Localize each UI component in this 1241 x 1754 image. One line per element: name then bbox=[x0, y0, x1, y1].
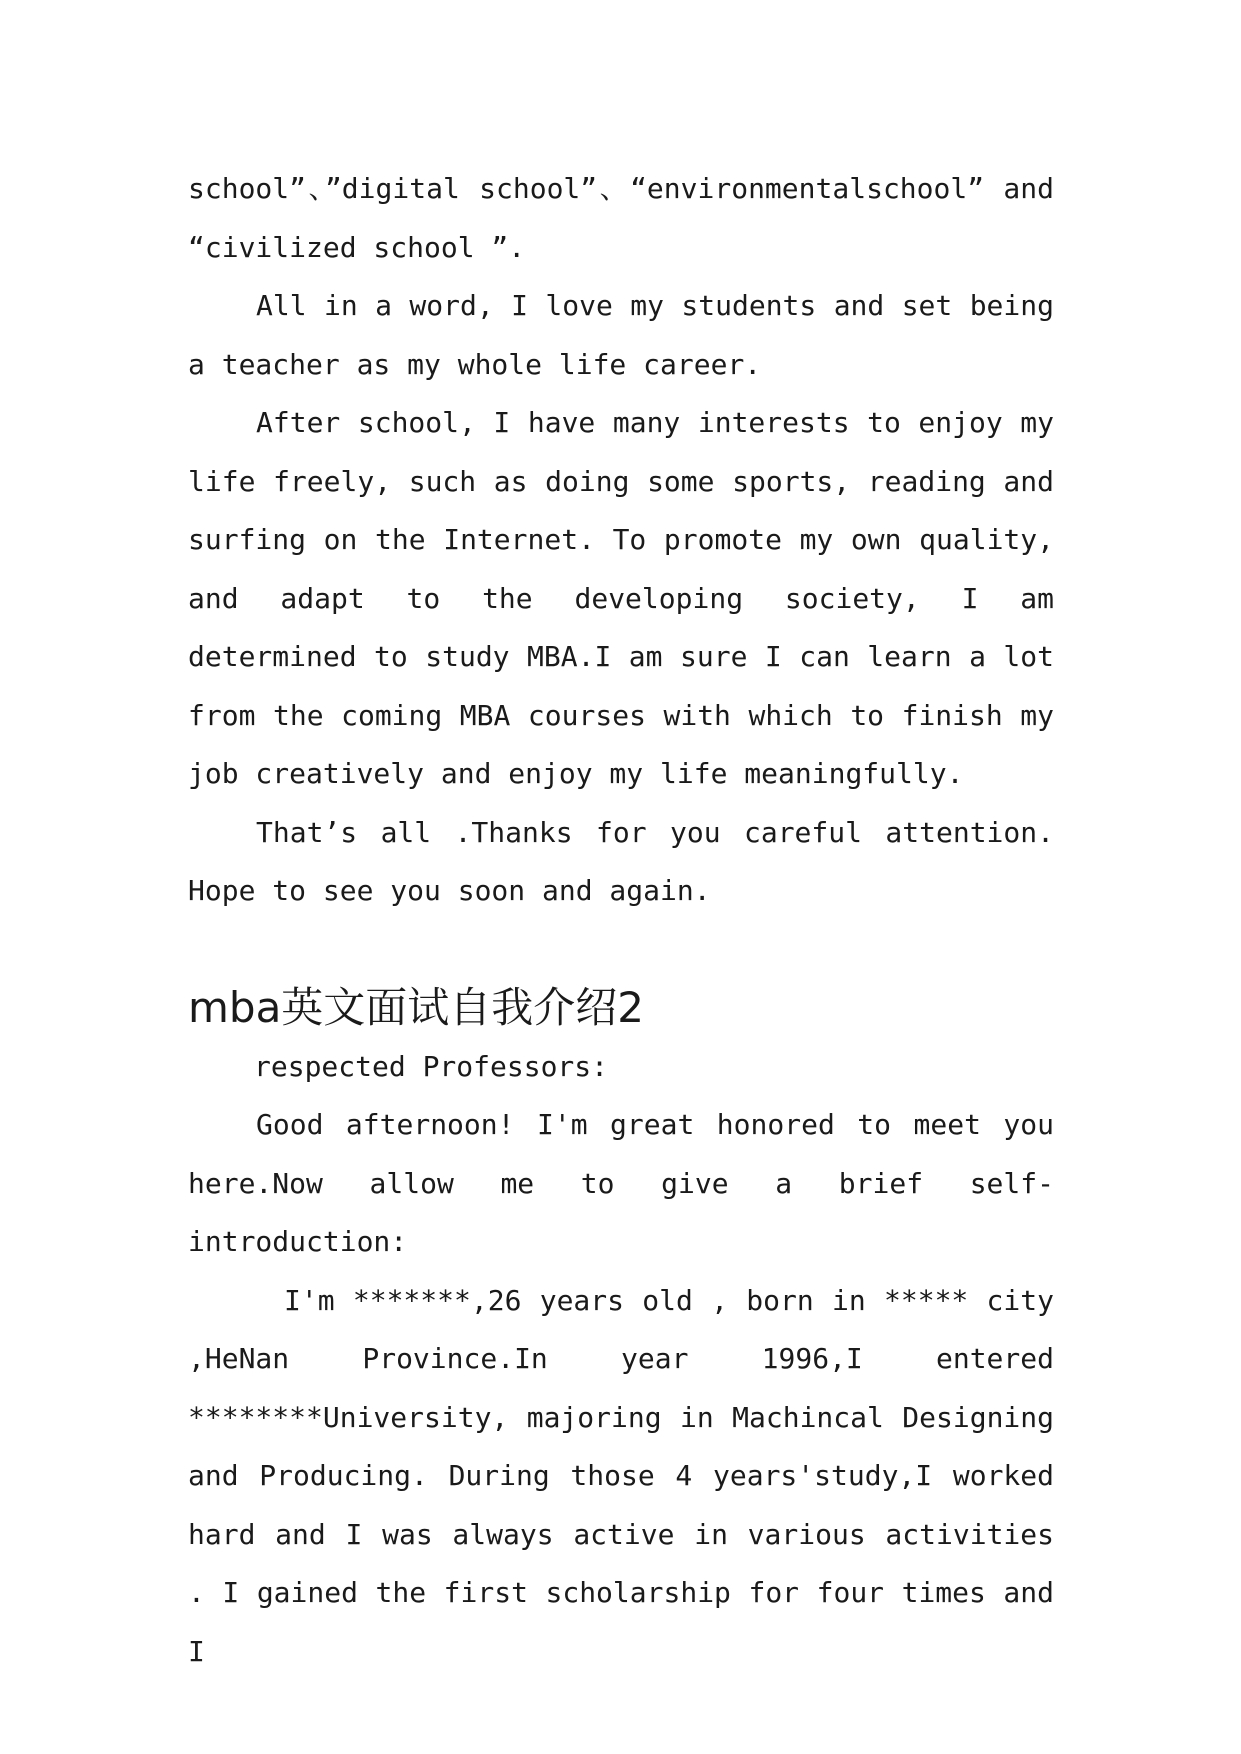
paragraph-closing: That’s all .Thanks for you careful attention. Hope to see you soon and again. bbox=[188, 815, 1054, 907]
paragraph-teacher-career: All in a word, I love my students and set being a teacher as my whole life career. bbox=[188, 289, 1054, 381]
document-body bbox=[188, 160, 1054, 1681]
section-spacer bbox=[188, 921, 1054, 980]
paragraph-self-introduction: I'm *******,26 years old , born in ***** city ,HeNan Province.In year 1996,I entered ********University, majoring in Machincal Designing and Producing. During those 4 years'study,I worked hard and I was always active in various activities . I gained the first scholarship for four times and I bbox=[188, 1283, 1054, 1668]
paragraph-greeting: Good afternoon! I'm great honored to meet you here.Now allow me to give a brief self-introduction: bbox=[188, 1108, 1054, 1258]
paragraph-school-awards: school”、”digital school”、“environmentalschool” and “civilized school ”. bbox=[188, 172, 1054, 264]
salutation: respected Professors: bbox=[254, 1049, 609, 1083]
paragraph-interests-mba: After school, I have many interests to enjoy my life freely, such as doing some sports, reading and surfing on the Internet. To promote my own quality, and adapt to the developing society, I am determined to study MBA.I am sure I can learn a lot from the coming MBA courses with which to finish my job creatively and enjoy my life meaningfully. bbox=[188, 406, 1054, 790]
section-heading: mba英文面试自我介绍2 bbox=[188, 983, 645, 1032]
